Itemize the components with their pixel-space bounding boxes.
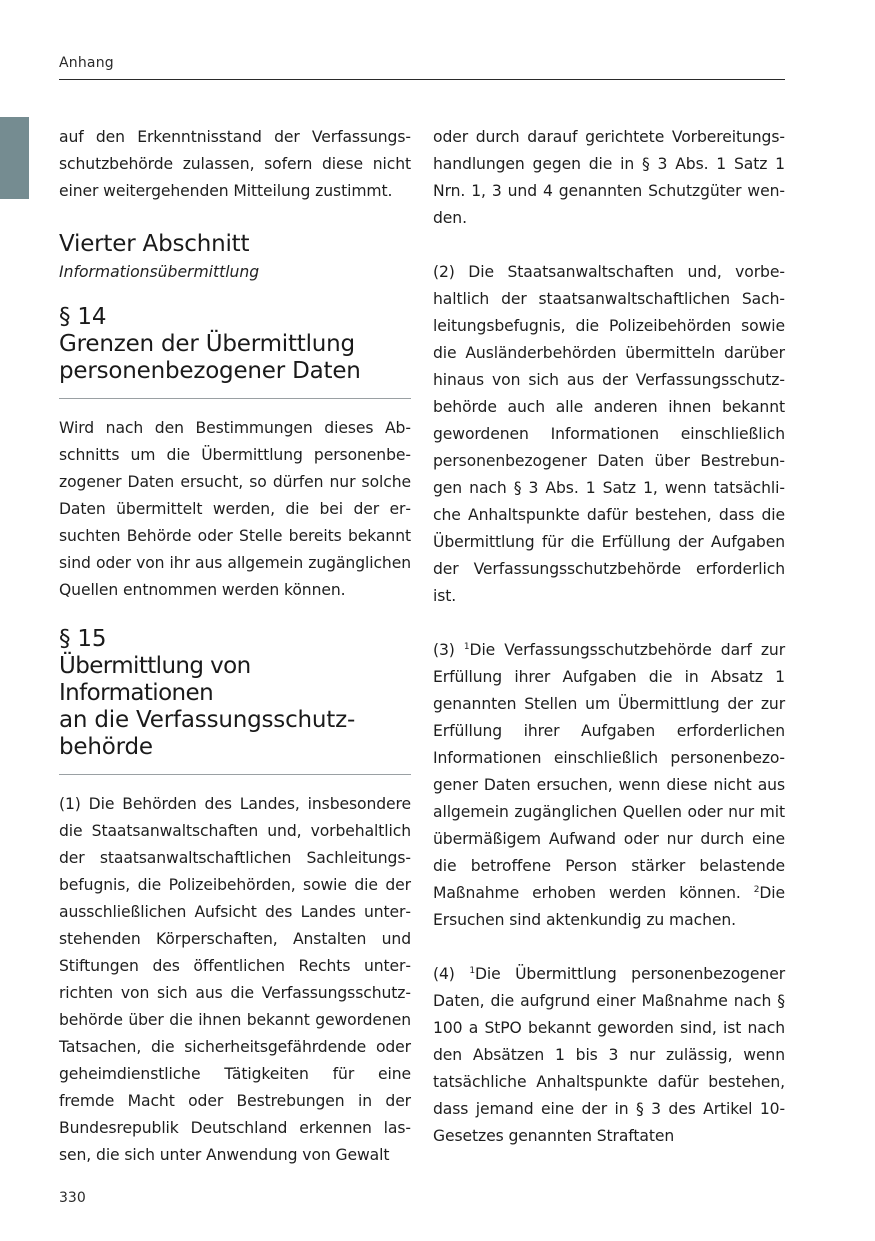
running-head: Anhang (59, 55, 114, 71)
absatz-3 (433, 637, 785, 934)
carryover-paragraph: auf den Erkenntnisstand der Verfassungsschutzbehörde zulassen, sofern diese nicht einer weitergehenden Mitteilung zustimmt. (59, 128, 411, 200)
absatz-3-sentence-1-marker: 1 (463, 642, 470, 652)
chapter-side-tab (0, 117, 29, 199)
section-title: Vierter Abschnitt (59, 231, 250, 257)
paragraph-15-absatz-1: (1) Die Behörden des Landes, insbesondere die Staatsanwaltschaften und, vorbehaltlich der staatsanwaltschaftlichen Sachleitungsbefugnis, die Polizeibehörden, sowie die der ausschließlichen Aufsicht des Landes unterstehenden Körperschaften, Anstalten und Stiftungen des öffentlichen Rechts unterrichten von sich aus die Verfassungsschutzbehörde über die ihnen bekannt gewordenen Tatsachen, die sicherheitsgefährdende oder geheimdienstliche Tätigkeiten für eine fremde Macht oder Bestrebungen in der Bundesrepublik Deutschland erkennen lassen, die sich unter Anwendung von Gewalt (59, 795, 411, 1164)
section-subtitle: Informationsübermittlung (59, 263, 260, 281)
paragraph-14-text: Wird nach den Bestimmungen dieses Abschnitts um die Übermittlung personenbezogener Daten ersucht, so dürfen nur solche Daten übermittelt werden, die bei der ersuchten Behörde oder Stelle bereits bekannt sind oder von ihr aus allgemein zugänglichen Quellen entnommen werden können. (59, 419, 411, 599)
paragraph-14-title-line-2: personenbezogener Daten (59, 358, 361, 384)
paragraph-14-number: § 14 (59, 304, 107, 330)
paragraph-14-title-line-1: Grenzen der Übermittlung (59, 331, 355, 357)
absatz-4 (433, 961, 785, 1150)
paragraph-15-title-line-2: an die Verfassungsschutz- (59, 707, 356, 733)
paragraph-15-heading (59, 626, 411, 761)
absatz-3-sentence-2-marker: 2 (753, 885, 760, 895)
absatz-1-continuation: oder durch darauf gerichtete Vorbereitungshandlungen gegen die in § 3 Abs. 1 Satz 1 Nrn. 1, 3 und 4 genannten Schutzgüter wenden. (433, 128, 785, 227)
left-column (59, 124, 411, 1169)
absatz-4-number: (4) (433, 965, 455, 983)
header-rule (59, 79, 785, 80)
paragraph-15-title-line-3: behörde (59, 734, 153, 760)
right-column (433, 124, 785, 1150)
absatz-4-sentence-1: Die Übermittlung personenbezogener Daten, die aufgrund einer Maßnahme nach § 100 a StPO bekannt geworden sind, ist nach den Absätzen 1 bis 3 nur zulässig, wenn tatsächliche Anhaltspunkte dafür bestehen, dass jemand eine der in § 3 des Artikel 10-Gesetzes genannten Straftaten (433, 965, 786, 1145)
paragraph-15-number: § 15 (59, 626, 107, 652)
absatz-2: (2) Die Staatsanwaltschaften und, vorbehaltlich der staatsanwaltschaftlichen Sachleitungsbefugnis, die Polizeibehörden sowie die Ausländerbehörden übermitteln darüber hinaus von sich aus der Verfassungsschutzbehörde auch alle anderen ihnen bekannt gewordenen Informationen einschließlich personenbezogener Daten über Bestrebungen nach § 3 Abs. 1 Satz 1, wenn tatsächliche Anhaltspunkte dafür bestehen, dass die Übermittlung für die Erfüllung der Aufgaben der Verfassungsschutzbehörde erforderlich ist. (433, 263, 785, 605)
absatz-3-number: (3) (433, 641, 455, 659)
paragraph-14-rule (59, 398, 411, 399)
absatz-3-sentence-2: Die Ersuchen sind aktenkundig zu machen. (433, 884, 785, 929)
paragraph-15-rule (59, 774, 411, 775)
absatz-3-sentence-1: Die Verfassungsschutzbehörde darf zur Erfüllung ihrer Aufgaben die in Absatz 1 genannten Stellen um Übermittlung der zur Erfüllung ihrer Aufgaben erforderlichen Informationen einschließlich personenbezogener Daten ersuchen, wenn diese nicht aus allgemein zugänglichen Quellen oder nur mit übermäßigem Aufwand oder nur durch eine die betroffene Person stärker belastende Maßnahme erhoben werden können. (433, 641, 786, 902)
absatz-4-sentence-1-marker: 1 (469, 966, 475, 976)
paragraph-14-heading (59, 304, 411, 385)
paragraph-15-title-line-1: Übermittlung von Informationen (59, 653, 251, 706)
page-number: 330 (59, 1190, 86, 1206)
